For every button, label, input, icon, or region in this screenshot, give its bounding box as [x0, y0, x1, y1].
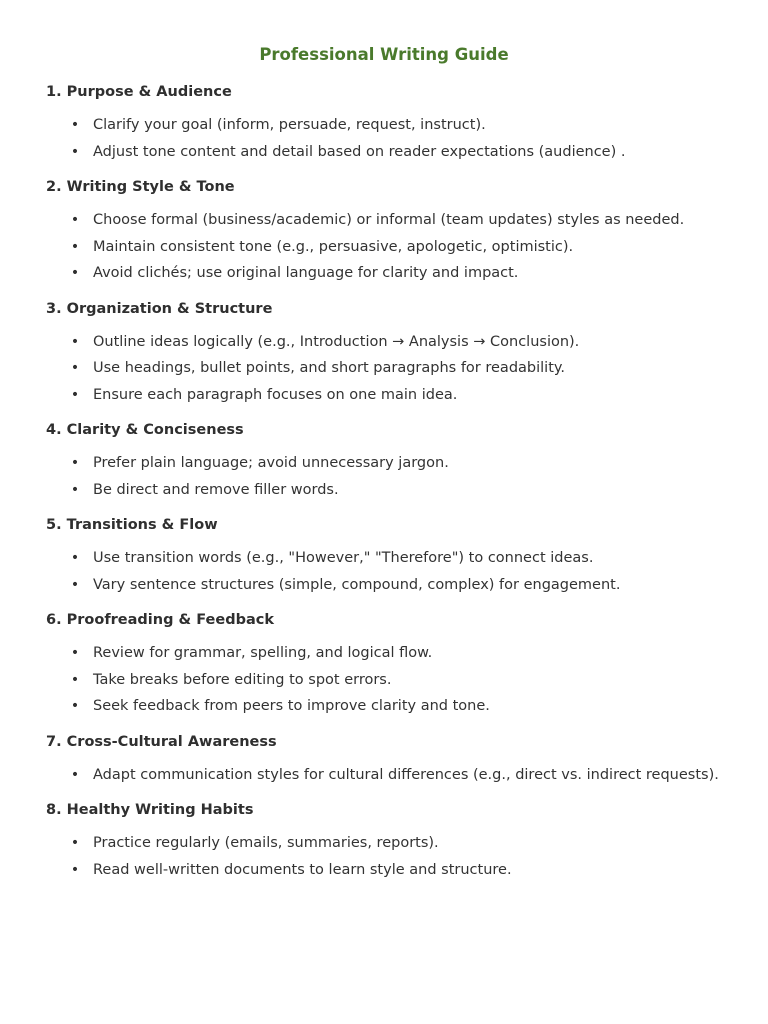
list-item — [46, 545, 722, 572]
list-item-text: Avoid clichés; use original language for clarity and impact. — [93, 265, 519, 281]
list-item — [46, 355, 722, 382]
bullet-list — [46, 207, 722, 287]
list-item — [46, 139, 722, 166]
bullet-icon: • — [70, 645, 80, 661]
list-item-text: Review for grammar, spelling, and logical flow. — [93, 645, 433, 661]
list-item — [46, 477, 722, 504]
section — [46, 420, 722, 503]
list-item-text: Use transition words (e.g., "However," "Therefore") to connect ideas. — [93, 550, 594, 566]
list-item — [46, 112, 722, 139]
bullet-list — [46, 640, 722, 720]
list-item-text: Ensure each paragraph focuses on one main idea. — [93, 386, 458, 403]
section-heading: 4. Clarity & Conciseness — [46, 422, 244, 438]
sections-container — [46, 82, 722, 883]
list-item — [46, 207, 722, 234]
list-item-text: Adjust tone content and detail based on reader expectations (audience) . — [93, 143, 626, 160]
bullet-icon: • — [70, 238, 80, 255]
section-heading: 2. Writing Style & Tone — [46, 179, 235, 195]
bullet-list — [46, 545, 722, 598]
section — [46, 610, 722, 720]
list-item-text: Seek feedback from peers to improve clarity and tone. — [93, 698, 490, 714]
section — [46, 82, 722, 165]
section-heading: 7. Cross-Cultural Awareness — [46, 733, 277, 750]
section — [46, 800, 722, 883]
list-item — [46, 640, 722, 667]
section-heading: 1. Purpose & Audience — [46, 84, 232, 100]
bullet-icon: • — [70, 333, 80, 350]
list-item — [46, 693, 722, 720]
bullet-icon: • — [70, 698, 80, 714]
page-title: Professional Writing Guide — [259, 45, 509, 64]
bullet-icon: • — [70, 386, 80, 403]
list-item — [46, 329, 722, 356]
section — [46, 732, 722, 789]
bullet-icon: • — [70, 212, 80, 228]
bullet-icon: • — [70, 861, 80, 878]
bullet-icon: • — [70, 671, 80, 688]
list-item — [46, 260, 722, 287]
bullet-list — [46, 112, 722, 165]
bullet-list — [46, 830, 722, 883]
bullet-icon: • — [70, 265, 80, 281]
bullet-icon: • — [70, 143, 80, 160]
list-item — [46, 450, 722, 477]
list-item-text: Practice regularly (emails, summaries, reports). — [93, 835, 439, 851]
list-item-text: Maintain consistent tone (e.g., persuasive, apologetic, optimistic). — [93, 238, 574, 255]
list-item-text: Clarify your goal (inform, persuade, request, instruct). — [93, 117, 486, 133]
section — [46, 515, 722, 598]
bullet-icon: • — [70, 550, 80, 566]
bullet-list — [46, 450, 722, 503]
bullet-list — [46, 329, 722, 409]
list-item-text: Use headings, bullet points, and short paragraphs for readability. — [93, 360, 566, 376]
list-item — [46, 857, 722, 884]
list-item-text: Choose formal (business/academic) or informal (team updates) styles as needed. — [93, 212, 685, 228]
list-item — [46, 667, 722, 694]
list-item-text: Adapt communication styles for cultural differences (e.g., direct vs. indirect requests). — [93, 766, 719, 783]
bullet-icon: • — [70, 455, 80, 471]
bullet-icon: • — [70, 835, 80, 851]
list-item — [46, 382, 722, 409]
bullet-icon: • — [70, 360, 80, 376]
list-item — [46, 572, 722, 599]
list-item-text: Outline ideas logically (e.g., Introduction → Analysis → Conclusion). — [93, 333, 580, 350]
list-item-text: Be direct and remove filler words. — [93, 481, 339, 498]
list-item-text: Read well-written documents to learn style and structure. — [93, 861, 512, 878]
bullet-icon: • — [70, 766, 80, 783]
section-heading: 8. Healthy Writing Habits — [46, 802, 254, 818]
section-heading: 6. Proofreading & Feedback — [46, 612, 274, 628]
bullet-icon: • — [70, 576, 80, 593]
list-item-text: Vary sentence structures (simple, compound, complex) for engagement. — [93, 576, 621, 593]
section-heading: 3. Organization & Structure — [46, 300, 273, 317]
list-item — [46, 234, 722, 261]
list-item-text: Take breaks before editing to spot errors. — [93, 671, 392, 688]
list-item — [46, 762, 722, 789]
bullet-icon: • — [70, 117, 80, 133]
list-item-text: Prefer plain language; avoid unnecessary jargon. — [93, 455, 449, 471]
section-heading: 5. Transitions & Flow — [46, 517, 218, 533]
section — [46, 299, 722, 409]
bullet-list — [46, 762, 722, 789]
list-item — [46, 830, 722, 857]
section — [46, 177, 722, 287]
bullet-icon: • — [70, 481, 80, 498]
